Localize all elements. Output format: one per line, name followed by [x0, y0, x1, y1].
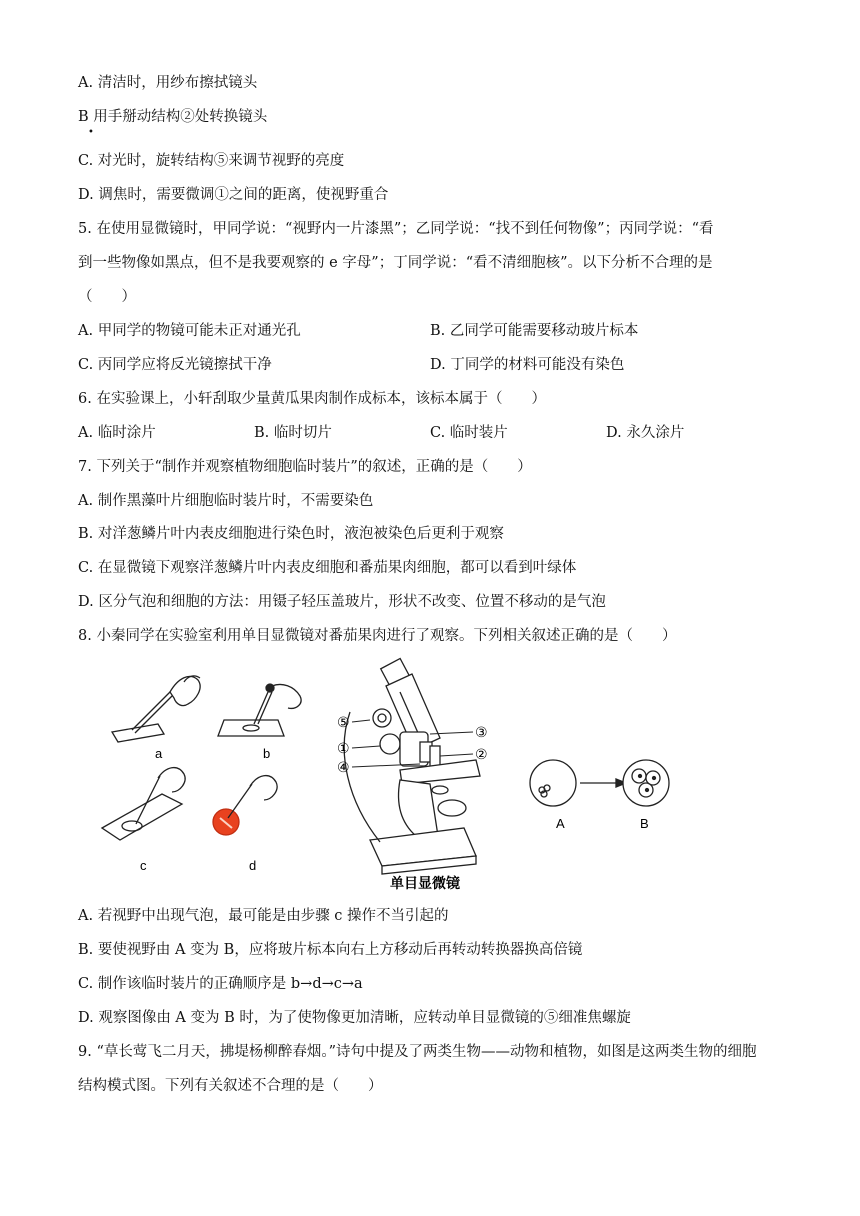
q8-figure: [100, 652, 700, 896]
q7-stem: 7. 下列关于“制作并观察植物细胞临时装片”的叙述，正确的是（ ）: [78, 459, 532, 475]
view-a-label: A: [556, 816, 565, 831]
step-b-illustration: [218, 684, 301, 736]
q5-stem-line3: （ ）: [78, 289, 136, 305]
q7-option-c: C. 在显微镜下观察洋葱鳞片叶内表皮细胞和番茄果肉细胞，都可以看到叶绿体: [78, 560, 577, 576]
q5-option-d: D. 丁同学的材料可能没有染色: [430, 357, 625, 373]
stray-dot: •: [88, 127, 94, 138]
q5-option-a: A. 甲同学的物镜可能未正对通光孔: [78, 323, 301, 339]
marker-4: ④: [337, 759, 350, 775]
marker-1: ①: [337, 740, 350, 756]
q4-option-b: B 用手掰动结构②处转换镜头: [78, 109, 268, 125]
q7-option-b: B. 对洋葱鳞片叶内表皮细胞进行染色时，液泡被染色后更利于观察: [78, 526, 504, 542]
q4-option-d: D. 调焦时，需要微调①之间的距离，使视野重合: [78, 187, 389, 203]
q6-option-d: D. 永久涂片: [606, 425, 685, 441]
step-d-label: d: [249, 858, 257, 873]
q6-option-a: A. 临时涂片: [78, 425, 156, 441]
q4-option-c: C. 对光时，旋转结构⑤来调节视野的亮度: [78, 153, 345, 169]
q4-option-a: A. 清洁时，用纱布擦拭镜头: [78, 75, 258, 91]
q8-option-a: A. 若视野中出现气泡，最可能是由步骤 c 操作不当引起的: [78, 908, 449, 924]
step-d-illustration: [213, 776, 277, 835]
marker-3: ③: [475, 724, 488, 740]
q5-option-b: B. 乙同学可能需要移动玻片标本: [430, 323, 639, 339]
step-a-label: a: [155, 746, 163, 761]
marker-5: ⑤: [337, 714, 350, 730]
q5-stem-line1: 5. 在使用显微镜时，甲同学说：“视野内一片漆黑”；乙同学说：“找不到任何物像”；丙同学说：“看: [78, 221, 714, 237]
q7-option-d: D. 区分气泡和细胞的方法：用镊子轻压盖玻片，形状不改变、位置不移动的是气泡: [78, 594, 606, 610]
q5-stem-line2: 到一些物像如黑点，但不是我要观察的 e 字母”；丁同学说：“看不清细胞核”。以下分析不合理的是: [78, 255, 713, 271]
view-b-label: B: [640, 816, 649, 831]
microscope-caption: 单目显微镜: [390, 875, 460, 891]
q9-stem-line2: 结构模式图。下列有关叙述不合理的是（ ）: [78, 1078, 383, 1094]
q8-option-d: D. 观察图像由 A 变为 B 时，为了使物像更加清晰，应转动单目显微镜的⑤细准焦螺旋: [78, 1010, 631, 1026]
q9-stem-line1: 9. “草长莺飞二月天，拂堤杨柳醉春烟。”诗句中提及了两类生物——动物和植物，如图是这两类生物的细胞: [78, 1044, 757, 1060]
q6-option-c: C. 临时装片: [430, 425, 508, 441]
q6-stem: 6. 在实验课上，小轩刮取少量黄瓜果肉制作成标本，该标本属于（ ）: [78, 391, 546, 407]
view-a-circle: [530, 760, 576, 806]
q8-stem: 8. 小秦同学在实验室利用单目显微镜对番茄果肉进行了观察。下列相关叙述正确的是（ ）: [78, 628, 677, 644]
step-b-label: b: [263, 746, 271, 761]
marker-2: ②: [475, 746, 488, 762]
q7-option-a: A. 制作黑藻叶片细胞临时装片时，不需要染色: [78, 493, 374, 509]
q6-option-b: B. 临时切片: [254, 425, 332, 441]
q8-option-c: C. 制作该临时装片的正确顺序是 b→d→c→a: [78, 976, 363, 992]
step-c-label: c: [140, 858, 147, 873]
q8-option-b: B. 要使视野由 A 变为 B，应将玻片标本向右上方移动后再转动转换器换高倍镜: [78, 942, 583, 958]
step-c-illustration: [102, 768, 185, 840]
q5-option-c: C. 丙同学应将反光镜擦拭干净: [78, 357, 272, 373]
step-a-illustration: [112, 676, 200, 742]
view-b-circle: [623, 760, 669, 806]
